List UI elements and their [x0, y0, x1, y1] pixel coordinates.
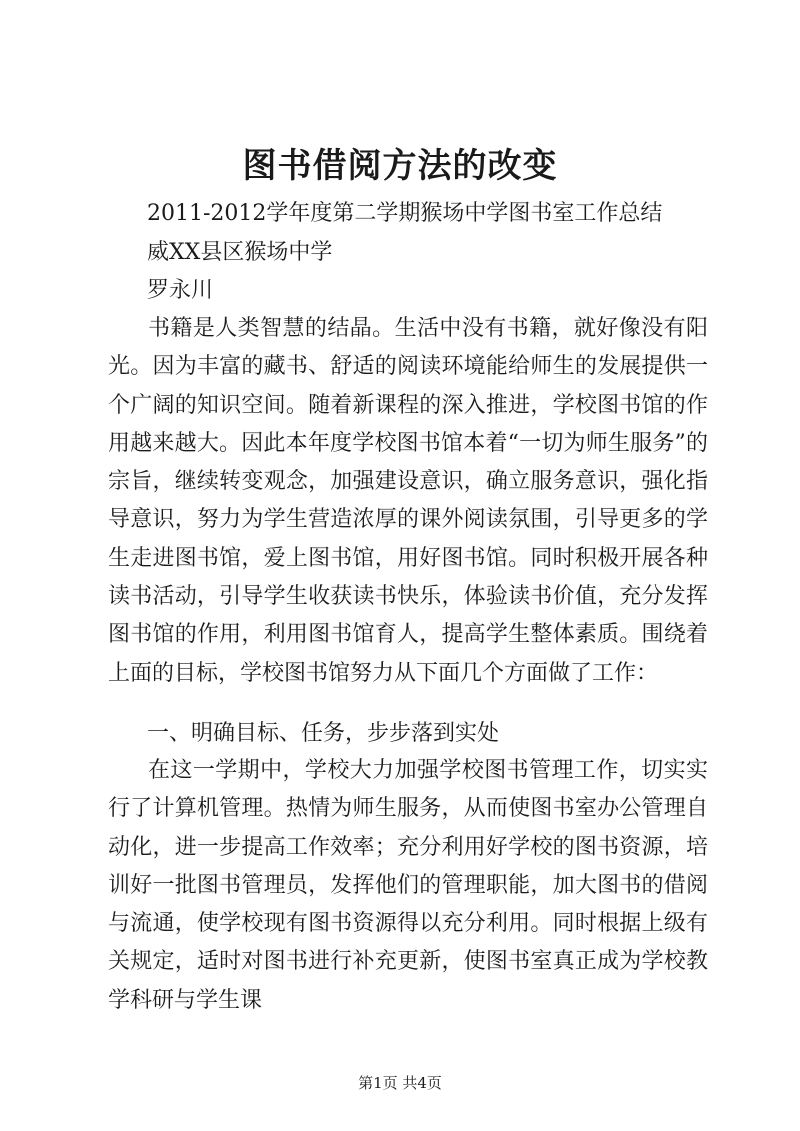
author-name: 罗永川 — [147, 278, 214, 303]
document-subtitle: 2011-2012学年度第二学期猴场中学图书室工作总结 — [147, 201, 663, 226]
school-name: 威XX县区猴场中学 — [147, 240, 333, 265]
body-paragraph-2: 在这一学期中，学校大力加强学校图书管理工作，切实实行了计算机管理。热情为师生服务，从而使图书室办公管理自动化，进一步提高工作效率；充分利用好学校的图书资源，培训好一批图书管理员，发挥他们的管理职能，加大图书的借阅与流通，使学校现有图书资源得以充分利用。同时根据上级有关规定，适时对图书进行补充更新，使图书室真正成为学校教学科研与学生课 — [108, 758, 708, 1013]
body-paragraph-1: 书籍是人类智慧的结晶。生活中没有书籍，就好像没有阳光。因为丰富的藏书、舒适的阅读环境能给师生的发展提供一个广阔的知识空间。随着新课程的深入推进，学校图书馆的作用越来越大。因此本年度学校图书馆本着“一切为师生服务”的宗旨，继续转变观念，加强建设意识，确立服务意识，强化指导意识，努力为学生营造浓厚的课外阅读氛围，引导更多的学生走进图书馆，爱上图书馆，用好图书馆。同时积极开展各种读书活动，引导学生收获读书快乐，体验读书价值，充分发挥图书馆的作用，利用图书馆育人，提高学生整体素质。围绕着上面的目标，学校图书馆努力从下面几个方面做了工作： — [108, 316, 708, 686]
page-footer: 第1页 共4页 — [358, 1074, 442, 1092]
document-title: 图书借阅方法的改变 — [242, 146, 558, 186]
section-heading: 一、明确目标、任务，步步落到实处 — [147, 721, 500, 746]
